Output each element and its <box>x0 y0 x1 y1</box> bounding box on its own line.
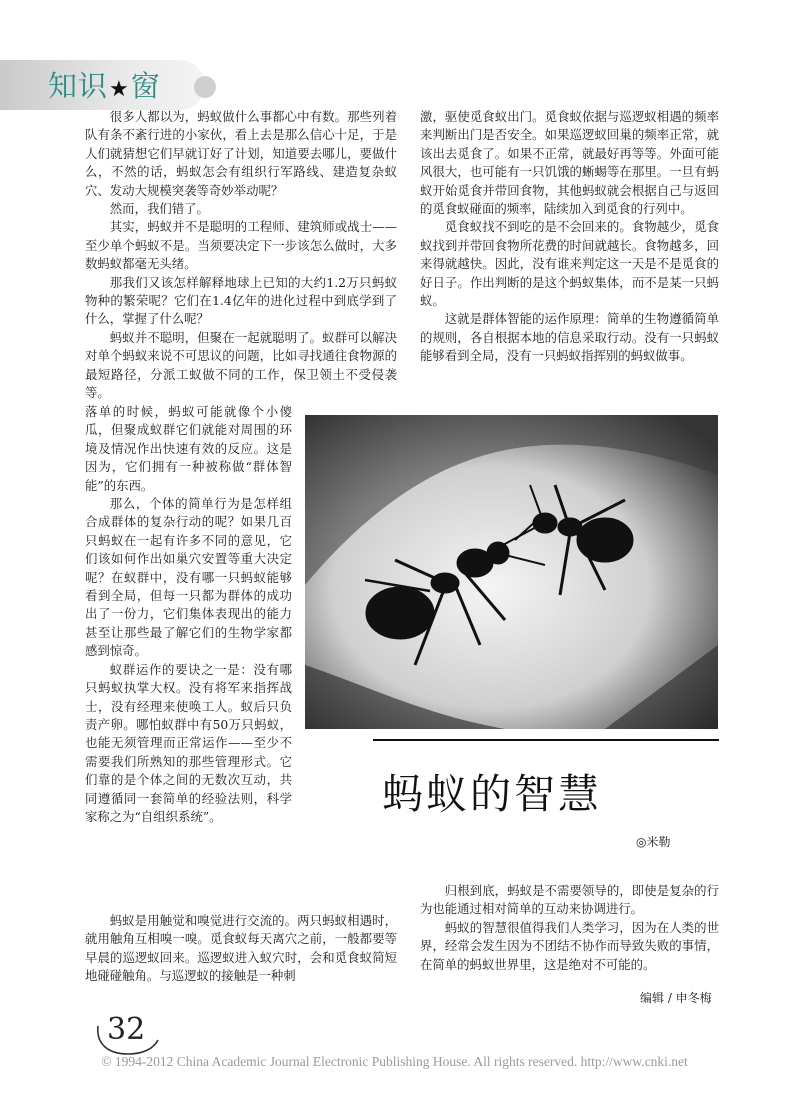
left-column-bottom <box>85 912 397 986</box>
banner-dot <box>194 76 216 98</box>
title-rule <box>373 739 719 741</box>
article-title: 蚂蚁的智慧 <box>382 770 602 818</box>
paragraph: 激，驱使觅食蚁出门。觅食蚁依据与巡逻蚁相遇的频率来判断出门是否安全。如果巡逻蚁回巢的频率正常，就该出去觅食了。如果不正常，就最好再等等。外面可能风很大，也可能有一只饥饿的蜥蜴等在那里。一旦有蚂蚁开始觅食并带回食物，其他蚂蚁就会根据自己与返回的觅食蚁碰面的频率，陆续加入到觅食的行列中。 <box>420 109 719 217</box>
left-column-top <box>85 108 397 403</box>
paragraph: 蚁群运作的要诀之一是：没有哪只蚂蚁执掌大权。没有将军来指挥战士，没有经理来使唤工人。蚁后只负责产卵。哪怕蚁群中有50万只蚂蚁，也能无须管理而正常运作——至少不需要我们所熟知的那些管理形式。它们靠的是个体之间的无数次互动，共同遵循同一套简单的经验法则，科学家称之为“自组织系统”。 <box>85 661 292 824</box>
ant-photo <box>305 415 718 729</box>
paragraph: 蚂蚁并不聪明，但聚在一起就聪明了。蚁群可以解决对单个蚂蚁来说不可思议的问题，比如寻找通往食物源的最短路径，分派工蚁做不同的工作，保卫领土不受侵袭等。 <box>85 329 397 401</box>
page-number: 32 <box>107 1012 146 1047</box>
paragraph: 落单的时候，蚂蚁可能就像个小傻瓜，但聚成蚁群它们就能对周围的环境及情况作出快速有效的反应。这是因为，它们拥有一种被称做“群体智能”的东西。 <box>85 404 292 493</box>
right-column-bottom <box>420 882 719 974</box>
author-byline: ◎米勒 <box>636 835 671 849</box>
paragraph: 其实，蚂蚁并不是聪明的工程师、建筑师或战士——至少单个蚂蚁不是。当须要决定下一步该怎么做时，大多数蚂蚁都毫无头绪。 <box>85 219 397 272</box>
paragraph: 那我们又该怎样解释地球上已知的大约1.2万只蚂蚁物种的繁荣呢？它们在1.4亿年的进化过程中到底学到了什么，掌握了什么呢？ <box>85 274 397 327</box>
paragraph: 然而，我们错了。 <box>109 201 209 217</box>
section-title-left: 知识 <box>48 69 109 103</box>
paragraph: 蚂蚁的智慧很值得我们人类学习，因为在人类的世界，经常会发生因为不团结不协作而导致失败的事情，在简单的蚂蚁世界里，这是绝对不可能的。 <box>420 919 719 972</box>
paragraph: 蚂蚁是用触觉和嗅觉进行交流的。两只蚂蚁相遇时，就用触角互相嗅一嗅。觅食蚁每天离穴之前，一般都要等早晨的巡逻蚁回来。巡逻蚁进入蚁穴时，会和觅食蚁简短地碰碰触角。与巡逻蚁的接触是一种刺 <box>85 913 397 984</box>
editor-credit: 编辑 / 申冬梅 <box>640 991 712 1005</box>
section-title <box>48 64 161 112</box>
ants-illustration <box>305 415 718 729</box>
left-column-narrow <box>85 403 292 826</box>
paragraph: 这就是群体智能的运作原理：简单的生物遵循简单的规则，各自根据本地的信息采取行动。没有一只蚂蚁能够看到全局，没有一只蚂蚁指挥别的蚂蚁做事。 <box>420 311 719 364</box>
paragraph: 觅食蚁找不到吃的是不会回来的。食物越少，觅食蚁找到并带回食物所花费的时间就越长。食物越多，回来得就越快。因此，没有谁来判定这一天是不是觅食的好日子。作出判断的是这个蚂蚁集体，而不是某一只蚂蚁。 <box>420 219 719 309</box>
copyright-footer: © 1994-2012 China Academic Journal Electronic Publishing House. All rights reserved. http://www.cnki.net <box>101 1054 688 1069</box>
right-column-top <box>420 108 719 366</box>
star-icon: ★ <box>109 77 130 102</box>
paragraph: 归根到底，蚂蚁是不需要领导的，即使是复杂的行为也能通过相对简单的互动来协调进行。 <box>420 883 719 917</box>
paragraph: 很多人都以为，蚂蚁做什么事都心中有数。那些列着队有条不紊行进的小家伙，看上去是那么信心十足，于是人们就猜想它们早就订好了计划，知道要去哪儿，要做什么，不然的话，蚂蚁怎会有组织行军路线、建造复杂蚁穴、发动大规模突袭等奇妙举动呢？ <box>85 109 397 198</box>
paragraph: 那么，个体的简单行为是怎样组合成群体的复杂行动的呢？如果几百只蚂蚁在一起有许多不同的意见，它们该如何作出如巢穴安置等重大决定呢？在蚁群中，没有哪一只蚂蚁能够看到全局，但每一只都为群体的成功出了一份力，它们集体表现出的能力甚至让那些最了解它们的生物学家都感到惊奇。 <box>85 496 292 659</box>
section-title-right: 窗 <box>130 69 161 103</box>
